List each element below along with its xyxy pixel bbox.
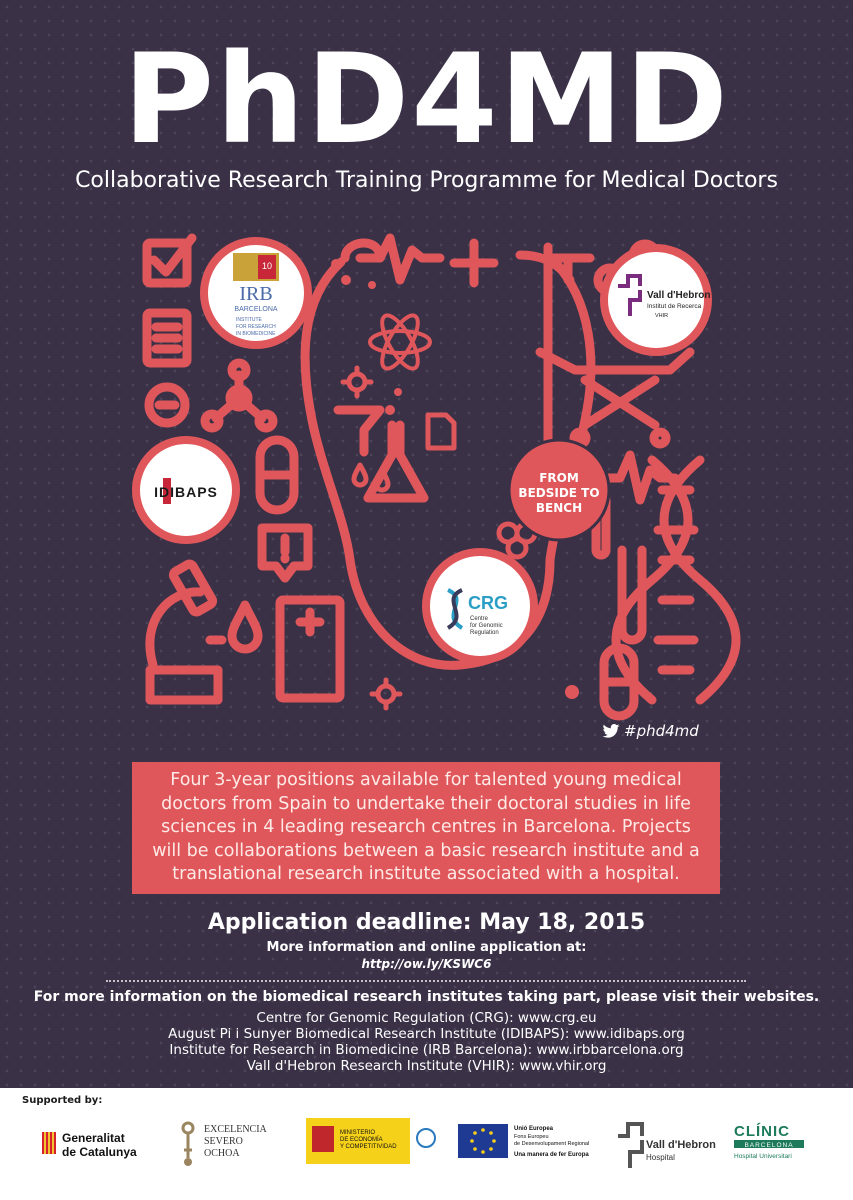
eu-line1: Unió Europea (514, 1126, 554, 1132)
clinic-logo (730, 1118, 830, 1174)
blood-drop-icon (232, 605, 258, 649)
slogan-badge (509, 440, 609, 540)
vall-hebron-hospital-logo (616, 1118, 720, 1174)
crg-text: CRG (468, 593, 508, 613)
more-info-label: More information and online application at: (266, 940, 587, 955)
dot-icon-3 (368, 281, 376, 289)
vall-hospital-line2: Hospital (646, 1153, 675, 1162)
microscope-icon (150, 563, 222, 700)
hashtag-link[interactable]: #phd4md (624, 722, 699, 740)
dot-icon (331, 259, 341, 269)
hospital-icon (280, 600, 340, 698)
stretcher-icon (540, 352, 690, 444)
vall-hospital-line1: Vall d'Hebron (646, 1139, 716, 1151)
irb-logo-text: IRB (239, 283, 273, 305)
generalitat-line1: Generalitat (62, 1131, 125, 1145)
sponsor-footer (0, 1088, 853, 1200)
slogan-line1: FROM (539, 471, 579, 485)
funnel-icon (338, 410, 380, 452)
eu-line3: de Desenvolupament Regional (514, 1141, 590, 1147)
websites-intro: For more information on the biomedical research institutes taking part, please visit their websites. (33, 989, 820, 1005)
severo-line2: SEVERO (204, 1136, 243, 1147)
crg-line1: Centre (470, 616, 489, 622)
websites-list (0, 1010, 853, 1074)
ministerio-logo (306, 1118, 446, 1174)
idibaps-badge[interactable] (136, 440, 236, 540)
poster-title: PhD4MD (123, 28, 730, 172)
vhir-line3: VHIR (655, 313, 669, 319)
dot-icon-5 (385, 405, 395, 415)
website-item-crg[interactable]: Centre for Genomic Regulation (CRG): www.crg.eu (256, 1010, 597, 1026)
dot-icon-2 (341, 275, 351, 285)
description-box: Four 3-year positions available for talented young medical doctors from Spain to undertake their doctoral studies in life sciences in 4 leading research centres in Barcelona. Projects will be collaborations between a basic research institute and a translational research institute associated with a hospital. (132, 762, 720, 894)
divider (106, 980, 746, 982)
gear-icon-2 (372, 680, 400, 708)
deadline-text: Application deadline: May 18, 2015 (207, 910, 646, 935)
severo-line3: OCHOA (204, 1148, 240, 1159)
atom-icon (370, 311, 430, 374)
gear-icon (343, 368, 371, 396)
eu-line4: Una manera de fer Europa (514, 1152, 589, 1158)
clinic-line1: CLÍNIC (734, 1123, 790, 1140)
slogan-line3: BENCH (535, 501, 583, 515)
severo-ochoa-logo (178, 1118, 288, 1174)
minus-circle-icon (149, 387, 185, 423)
severo-line1: EXCELENCIA (204, 1124, 267, 1135)
generalitat-logo (40, 1118, 160, 1174)
ministerio-line2: DE ECONOMÍA (340, 1137, 383, 1143)
website-item-irb[interactable]: Institute for Research in Biomedicine (IRB Barcelona): www.irbbarcelona.org (169, 1042, 684, 1058)
website-item-idibaps[interactable]: August Pi i Sunyer Biomedical Research Institute (IDIBAPS): www.idibaps.org (168, 1026, 685, 1042)
document-icon (147, 313, 187, 363)
clinic-line2: BARCELONA (744, 1142, 794, 1149)
eu-line2: Fons Europeu (514, 1134, 549, 1140)
vhir-name: Vall d'Hebron (647, 290, 711, 301)
application-link[interactable]: http://ow.ly/KSWC6 (361, 957, 492, 971)
supported-by-label: Supported by: (22, 1095, 103, 1106)
file-icon (428, 415, 454, 448)
ministerio-line3: Y COMPETITIVIDAD (340, 1144, 397, 1150)
generalitat-line2: de Catalunya (62, 1145, 137, 1159)
irb-ribbon-text: 10 (261, 261, 273, 271)
irb-line3: INSTITUTE (236, 317, 262, 323)
alert-bubble-icon (262, 528, 308, 578)
crg-badge[interactable] (426, 552, 534, 660)
irb-badge[interactable] (204, 241, 308, 345)
dot-icon-4 (565, 685, 579, 699)
irb-line5: IN BIOMEDICINE (236, 331, 276, 337)
slogan-line2: BEDSIDE TO (518, 486, 600, 500)
eu-feder-logo (458, 1118, 608, 1174)
clinic-line3: Hospital Universitari (734, 1153, 792, 1160)
website-item-vhir[interactable]: Vall d'Hebron Research Institute (VHIR): www.vhir.org (246, 1058, 607, 1074)
crg-line3: Regulation (470, 630, 499, 636)
poster-subtitle: Collaborative Research Training Programme for Medical Doctors (75, 168, 778, 193)
ministerio-line1: MINISTERIO (340, 1130, 376, 1136)
crg-line2: for Genomic (470, 623, 503, 629)
vhir-badge[interactable] (604, 248, 711, 352)
plus-icon (454, 243, 494, 283)
idibaps-text: IDIBAPS (154, 484, 218, 500)
irb-line4: FOR RESEARCH (236, 324, 276, 330)
checkbox-icon (147, 238, 192, 283)
dot-icon-6 (394, 388, 402, 396)
vhir-line2: Institut de Recerca (647, 303, 702, 310)
medical-illustration (0, 225, 853, 755)
molecule-icon (205, 363, 273, 428)
irb-city-text: BARCELONA (234, 306, 278, 313)
twitter-icon[interactable] (602, 724, 620, 738)
pill-icon (260, 440, 294, 510)
